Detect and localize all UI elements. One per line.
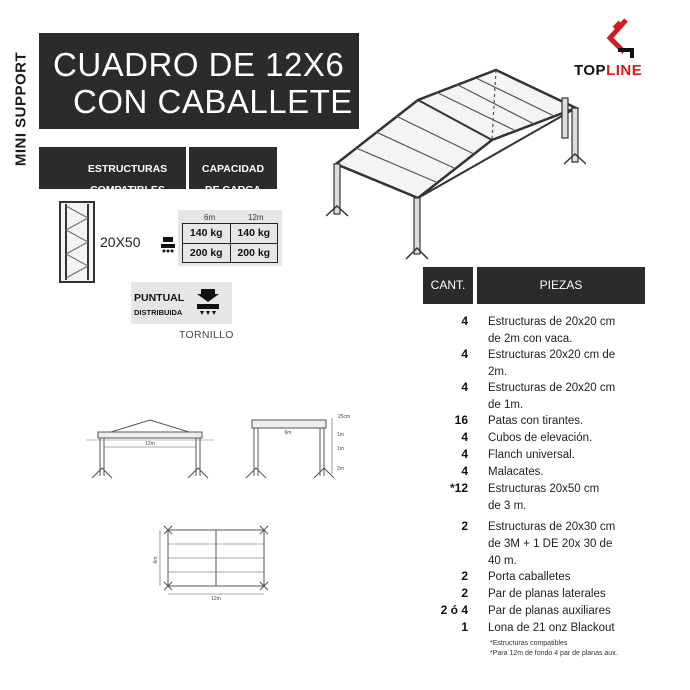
capacity-col-6m: 6m	[204, 213, 216, 222]
footnote-planas: *Para 12m de fondo 4 par de planas aux.	[490, 650, 618, 657]
side-label-text: MINI SUPPORT	[12, 51, 30, 167]
stage-3d-render	[326, 64, 586, 264]
part-desc-line: de 2m con vaca.	[488, 333, 573, 345]
footnote-compatible: *Estructuras compatibles	[490, 640, 568, 647]
part-qty: 4	[461, 380, 468, 394]
brand-logo	[574, 18, 674, 80]
part-desc-line: Porta caballetes	[488, 571, 571, 583]
part-desc-line: Cubos de elevación.	[488, 432, 593, 444]
part-desc	[488, 314, 658, 348]
part-qty: 16	[454, 413, 468, 427]
header-capacidad-line1: CAPACIDAD	[201, 163, 265, 175]
plan-length-label: 12m	[211, 596, 221, 602]
truss-section-icon	[58, 200, 96, 284]
part-desc	[488, 586, 658, 603]
load-legend-icon	[195, 286, 221, 320]
side-height-label: 2m	[337, 466, 344, 472]
title-block	[39, 33, 359, 129]
part-desc-line: de 3 m.	[488, 500, 527, 512]
header-estructuras-line1: ESTRUCTURAS	[87, 163, 168, 175]
front-span-label: 12m	[145, 441, 155, 447]
part-qty: 2	[461, 519, 468, 533]
part-desc-line: Estructuras 20x50 cm	[488, 483, 600, 495]
side-span-label: 6m	[284, 430, 292, 436]
part-qty: 2 ó 4	[440, 603, 468, 617]
part-desc	[488, 481, 658, 515]
header-estructuras	[39, 147, 186, 196]
part-qty: 2	[461, 586, 468, 600]
load-type-puntual: PUNTUAL	[134, 292, 185, 304]
part-desc-line: 40 m.	[488, 555, 517, 567]
part-desc-line: Flanch universal.	[488, 449, 575, 461]
side-height-label: 25cm	[338, 414, 350, 420]
part-desc-line: Estructuras de 20x20 cm	[488, 382, 616, 394]
part-qty: 4	[461, 314, 468, 328]
part-desc-line: Par de planas laterales	[488, 588, 606, 600]
title-line-1: CUADRO DE 12X6	[53, 46, 345, 83]
part-desc	[488, 519, 658, 570]
side-height-label: 1m	[337, 432, 344, 438]
part-qty: 1	[461, 620, 468, 634]
header-estructuras-line2: COMPATIBLES	[90, 184, 165, 196]
part-desc	[488, 569, 658, 586]
part-qty: 4	[461, 347, 468, 361]
part-desc	[488, 413, 658, 430]
capacity-row	[183, 224, 277, 243]
load-weight-icon	[160, 235, 176, 253]
part-desc-line: Estructuras de 20x20 cm	[488, 316, 616, 328]
part-desc	[488, 464, 658, 481]
side-view-drawing	[238, 410, 350, 482]
capacity-cell: 200 kg	[189, 247, 223, 259]
plan-view-drawing	[152, 522, 276, 602]
capacity-cell: 140 kg	[189, 227, 223, 239]
part-desc-line: Lona de 21 onz Blackout	[488, 622, 615, 634]
tornillo-label: TORNILLO	[179, 329, 234, 341]
front-view-drawing	[86, 414, 214, 482]
capacity-table	[178, 210, 282, 266]
part-desc	[488, 603, 658, 620]
part-desc	[488, 447, 658, 464]
part-desc-line: Estructuras 20x20 cm de	[488, 349, 616, 361]
part-desc-line: 2m.	[488, 366, 508, 378]
truss-model: 20X50	[100, 234, 141, 250]
part-desc-line: Malacates.	[488, 466, 544, 478]
parts-header-qty: CANT.	[423, 267, 473, 304]
part-desc-line: Par de planas auxiliares	[488, 605, 611, 617]
side-height-label: 1m	[337, 446, 344, 452]
part-desc-line: Patas con tirantes.	[488, 415, 584, 427]
part-qty: 4	[461, 430, 468, 444]
part-desc	[488, 380, 658, 414]
capacity-col-12m: 12m	[248, 213, 264, 222]
part-desc-line: de 1m.	[488, 399, 524, 411]
capacity-cell: 140 kg	[230, 224, 278, 243]
load-type-box	[131, 282, 232, 324]
part-desc	[488, 620, 658, 637]
part-desc	[488, 430, 658, 447]
side-label	[6, 34, 36, 184]
header-capacidad	[189, 147, 277, 196]
plan-width-label: 6m	[153, 556, 159, 564]
part-qty: 4	[461, 464, 468, 478]
load-type-distribuida: DISTRIBUIDA	[134, 308, 183, 317]
part-desc-line: de 3M + 1 DE 20x 30 de	[488, 538, 613, 550]
capacity-cell: 200 kg	[230, 244, 278, 262]
part-qty: 2	[461, 569, 468, 583]
capacity-row	[183, 243, 277, 262]
brand-name-part1: TOP	[574, 62, 607, 79]
part-qty: 4	[461, 447, 468, 461]
part-desc	[488, 347, 658, 381]
part-qty: *12	[449, 481, 468, 495]
title-line-2: CON CABALLETE	[73, 83, 353, 120]
capacity-grid	[182, 223, 278, 263]
part-desc-line: Estructuras de 20x30 cm	[488, 521, 616, 533]
topline-logo-icon	[574, 18, 674, 62]
parts-header-desc: PIEZAS	[477, 267, 645, 304]
brand-name-part2: LINE	[606, 62, 643, 79]
header-capacidad-line2: DE CARGA	[204, 184, 261, 196]
